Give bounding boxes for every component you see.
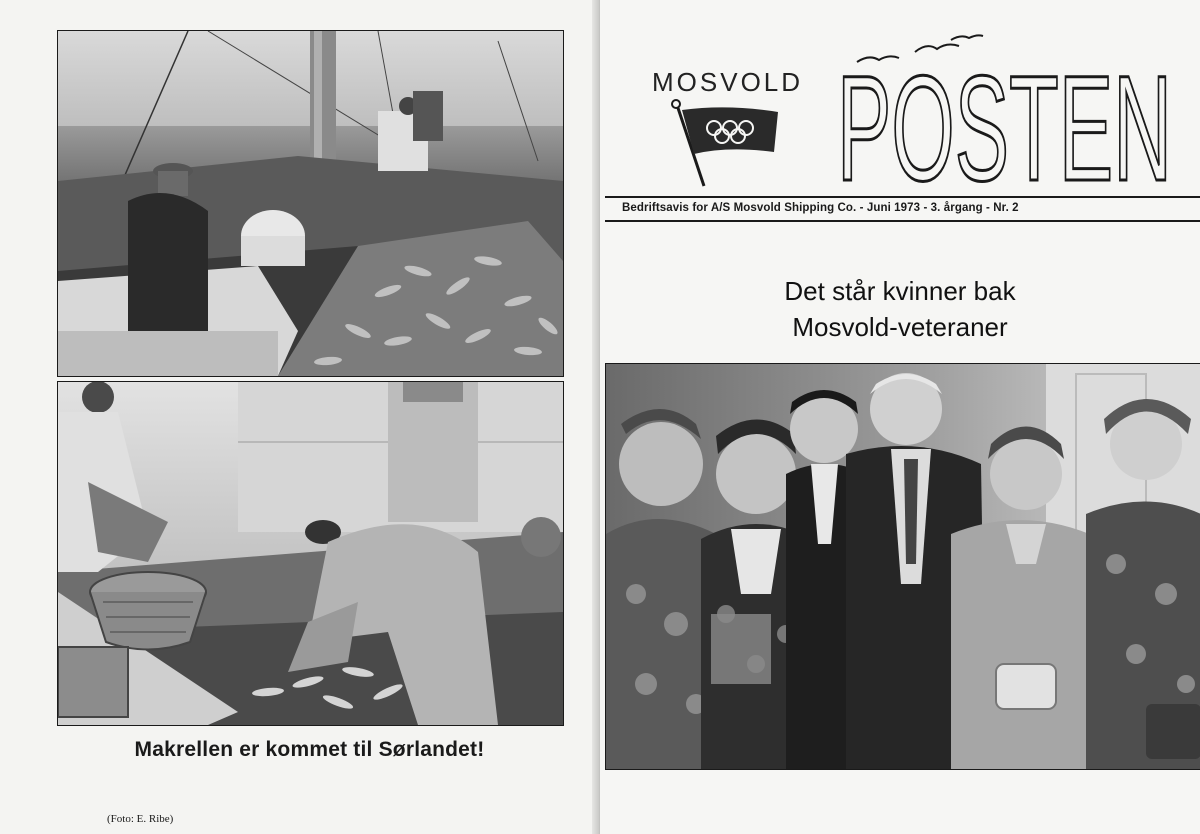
headline [605,273,1195,345]
photo-credit: (Foto: E. Ribe) [107,813,174,825]
masthead-rule-bottom [605,220,1200,222]
photo-fish-sorting [57,381,564,726]
headline-line-2: Mosvold-veteraner [792,312,1008,342]
olympic-rings-flag-icon [668,98,788,190]
issue-info-line: Bedriftsavis for A/S Mosvold Shipping Co. - Juni 1973 - 3. årgang - Nr. 2 [622,202,1019,214]
photo-fishing-boat-deck [57,30,564,377]
photo-veterans-group [605,363,1200,770]
masthead-brand: MOSVOLD [652,67,804,97]
left-page-caption: Makrellen er kommet til Sørlandet! [134,738,485,761]
left-page [0,0,598,834]
headline-line-1: Det står kvinner bak [784,276,1016,306]
svg-text:POSTEN: POSTEN [837,52,1172,192]
masthead-title [837,52,1177,192]
masthead-rule-top [605,196,1200,198]
